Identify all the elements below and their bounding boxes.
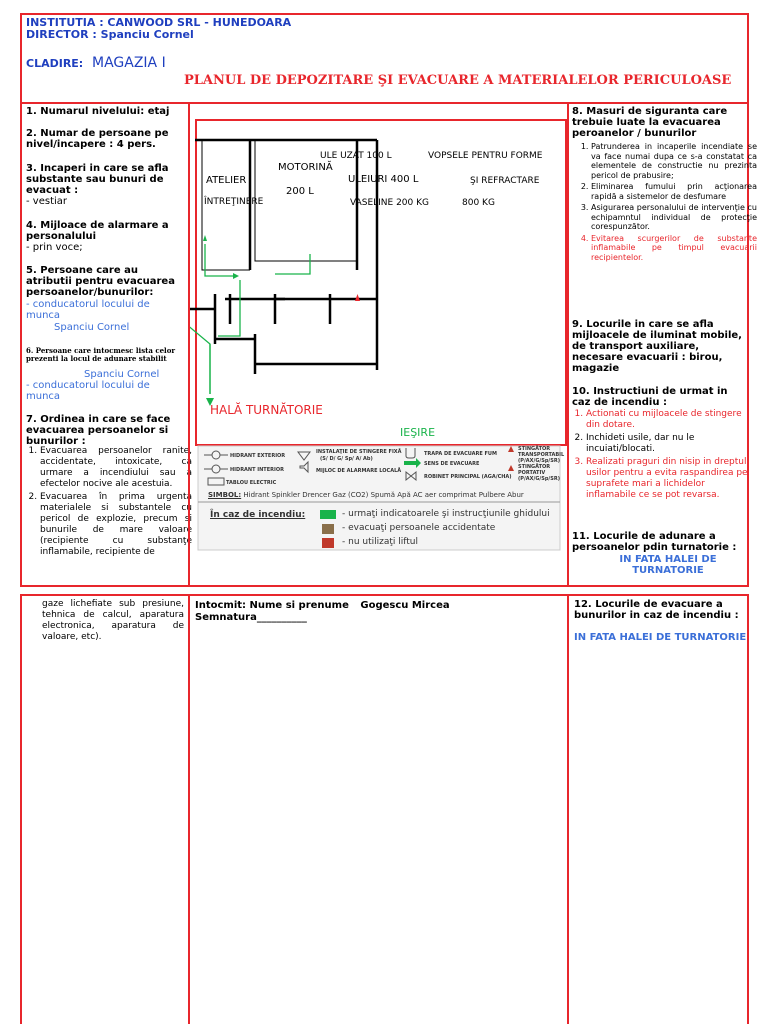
q5-name: Spanciu Cornel <box>54 322 130 333</box>
legend-simbol-items: Hidrant Spinkler Drencer Gaz (CO2) Spumă Apă AC aer comprimat Pulbere Abur <box>243 491 524 499</box>
q3: 3. Incaperi in care se afla substante sau bunuri de evacuat : <box>26 163 169 196</box>
q1: 1. Numarul nivelului: etaj <box>26 106 170 117</box>
legend-hidrant-interior: HIDRANT INTERIOR <box>230 467 284 473</box>
label-ule-uzat: ULE UZAT 100 L <box>320 151 392 161</box>
intocmit-line <box>195 600 450 611</box>
q5-value: - conducatorul locului de munca <box>26 299 150 321</box>
q4: 4. Mijloace de alarmare a personalului <box>26 220 169 242</box>
legend-instalatie: INSTALAŢIE DE STINGERE FIXĂ <box>316 449 402 455</box>
q8-item: 2. Eliminarea fumului prin acţionarea rapidă a sistemelor de desfumare <box>591 182 757 201</box>
label-uleiuri: ULEIURI 400 L <box>348 174 419 185</box>
label-motorina-qty: 200 L <box>286 186 314 197</box>
q10-item: 2. Inchideti usile, dar nu le incuiati/blocati. <box>586 433 756 455</box>
q7-list <box>26 446 192 560</box>
q7-continued: gaze lichefiate sub presiune, tehnica de calcul, aparatura electronica, aparatura de valoare, etc). <box>42 599 184 642</box>
rule-2: - evacuaţi persoanele accidentate <box>342 523 496 533</box>
q11: 11. Locurile de adunare a persoanelor pdin turnatorie : <box>572 531 737 553</box>
q10: 10. Instructiuni de urmat in caz de incendiu : <box>572 386 728 408</box>
legend-mijloc: MIJLOC DE ALARMARE LOCALĂ <box>316 468 402 474</box>
q12: 12. Locurile de evacuare a bunurilor in caz de incendiu : <box>574 599 739 621</box>
legend-simbol-label: SIMBOL: <box>208 491 242 499</box>
header-box <box>20 13 749 104</box>
q9: 9. Locurile in care se afla mijloacele de iluminat mobile, de transport auxiliare, necesare evacuarii : birou, magazie <box>572 319 742 374</box>
q7-item: 2. Evacuarea în prima urgenta materialele si substantele cu pericol de explozie, precum si bunurile de mare valoare (recipiente cu substanţe inflamabile, recipiente de <box>40 492 192 558</box>
cladire-label: CLADIRE: <box>26 57 84 70</box>
cladire-value: MAGAZIA I <box>92 55 166 71</box>
q8-item: 1. Patrunderea in incaperile incendiate se va face numai dupa ce s-a constatat ca elementele de constructie nu prezinta pericol de prabusire; <box>591 142 757 180</box>
legend-stingator-t: STINGĂTOR TRANSPORTABIL (P/AX/G/Sp/SR) <box>518 446 565 464</box>
left-column <box>20 102 190 587</box>
legend-instalatie-sub: (S/ D/ G/ Sp/ A/ Ab) <box>320 456 373 462</box>
q10-list <box>572 409 756 503</box>
right-column <box>567 102 757 587</box>
rule-1: - urmaţi indicatoarele şi instrucţiunile ghidului <box>342 509 550 519</box>
q11-value: IN FATA HALEI DE TURNATORIE <box>619 554 717 576</box>
legend-robinet: ROBINET PRINCIPAL (AGA/CHA) <box>424 474 512 480</box>
label-800kg: 800 KG <box>462 198 495 208</box>
q3-value: - vestiar <box>26 196 68 207</box>
bottom-middle <box>188 594 569 1024</box>
q6-name: Spanciu Cornel <box>84 369 160 380</box>
q10-item: 1. Actionati cu mijloacele de stingere din dotare. <box>586 409 756 431</box>
q5: 5. Persoane care au atributii pentru evacuarea persoanelor/bunurilor: <box>26 265 175 298</box>
intocmit-label: Intocmit: Nume si prenume <box>195 600 349 611</box>
q8-item: 4. Evitarea scurgerilor de substante inflamabile pe timpul evacuarii recipientelor. <box>591 234 757 263</box>
q2: 2. Numar de persoane pe nivel/incapere : 4 pers. <box>26 128 169 150</box>
intocmit-name: Gogescu Mircea <box>360 600 450 611</box>
q8-item: 3. Asigurarea personalului de intervenţie cu echipamntul individual de protecţie corespunzător. <box>591 203 757 232</box>
q8-list <box>577 142 757 264</box>
q7-item: 1. Evacuarea persoanelor ranite, accidentate, intoxicate, ca urmare a incendiului sau a efectelor nocive ale acestuia. <box>40 446 192 490</box>
semnatura: Semnatura__________ <box>195 612 307 623</box>
q7: 7. Ordinea in care se face evacuarea persoanelor si bunurilor : <box>26 414 171 447</box>
label-intretinere: ÎNTREŢINERE <box>204 197 264 207</box>
legend-simbol <box>208 491 524 499</box>
legend-stingator-p: STINGĂTOR PORTATIV (P/AX/G/Sp/SR) <box>518 464 560 482</box>
institutia: INSTITUTIA : CANWOOD SRL - HUNEDOARA <box>26 16 292 29</box>
label-hala: HALĂ TURNĂTORIE <box>210 403 323 417</box>
director: DIRECTOR : Spanciu Cornel <box>26 28 194 41</box>
rule-3: - nu utilizaţi liftul <box>342 537 418 547</box>
q8: 8. Masuri de siguranta care trebuie luate la evacuarea peroanelor / bunurilor <box>572 106 728 139</box>
label-si-refractare: ŞI REFRACTARE <box>470 176 540 186</box>
q4-value: - prin voce; <box>26 242 83 253</box>
legend-tablou: TABLOU ELECTRIC <box>226 480 277 486</box>
bottom-right <box>567 594 749 1024</box>
page-title: PLANUL DE DEPOZITARE ŞI EVACUARE A MATERIALELOR PERICULOASE <box>184 73 732 88</box>
q10-item: 3. Realizati praguri din nisip in dreptul usilor pentru a evita raspandirea pe suprafete mari a lichidelor inflamabile ce se pot revarsa. <box>586 457 756 501</box>
legend-trapa: TRAPA DE EVACUARE FUM <box>424 451 497 457</box>
in-caz-title: În caz de incendiu: <box>210 510 306 520</box>
label-motorina: MOTORINĂ <box>278 162 333 173</box>
label-vopsele: VOPSELE PENTRU FORME <box>428 151 543 161</box>
q12-value: IN FATA HALEI DE TURNATORIE <box>574 632 747 643</box>
label-atelier: ATELIER <box>206 175 247 186</box>
label-iesire: IEŞIRE <box>400 426 436 439</box>
legend-hidrant-exterior: HIDRANT EXTERIOR <box>230 453 286 459</box>
bottom-left <box>20 594 190 1024</box>
q6-value: - conducatorul locului de munca <box>26 380 150 402</box>
q6: 6. Persoane care intocmesc lista celor prezenti la locul de adunare stabilit <box>26 346 176 363</box>
legend-sens: SENS DE EVACUARE <box>424 461 480 467</box>
label-vaseline: VASELINE 200 KG <box>350 198 430 208</box>
plan-box <box>188 102 569 587</box>
